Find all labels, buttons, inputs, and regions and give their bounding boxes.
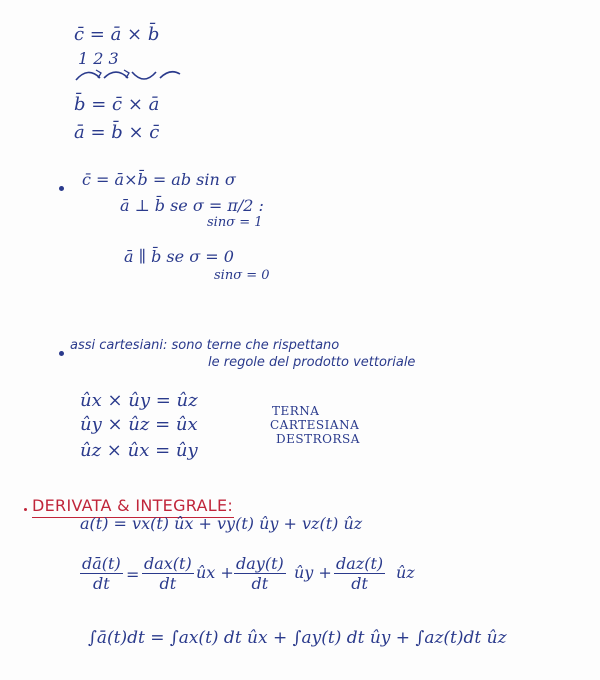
bullet-dot-icon [24,508,27,511]
axes-description-line2: le regole del prodotto vettoriale [208,355,416,370]
derivative-z-numerator: daz(t) [336,554,384,573]
derivative-lhs-denominator: dt [93,574,110,593]
parallel-condition: ā ∥ b̄ se σ = 0 [124,247,234,266]
unit-vector-zx: ûz × ûx = ûy [80,440,198,461]
terna-label: TERNA [272,404,320,418]
derivative-lhs-numerator: dā(t) [82,554,121,573]
derivative-z-denominator: dt [351,574,368,593]
perpendicular-condition: ā ⊥ b̄ se σ = π/2 : [120,196,264,215]
cross-product-definition: c̄ = ā × b̄ [74,24,160,45]
cyclic-arrows-icon [70,64,190,86]
cyclic-a: ā = b̄ × c̄ [74,122,160,143]
cartesiana-label: CARTESIANA [270,418,360,432]
equals-sign: = [126,565,140,584]
unit-y-term: ûy + [294,563,332,582]
derivative-y-fraction [234,554,286,593]
operand-order-numbers: 1 2 3 [78,49,119,68]
section-title-derivata-integrale: DERIVATA & INTEGRALE: [32,496,234,515]
parallel-sin: sinσ = 0 [214,268,270,283]
cyclic-b: b̄ = c̄ × ā [74,94,160,115]
derivative-y-numerator: day(t) [236,554,284,573]
unit-x-term: ûx + [196,563,234,582]
derivative-x-fraction [142,554,194,593]
integral-equation: ∫ā(t)dt = ∫ax(t) dt ûx + ∫ay(t) dt ûy + ∫az(t)dt ûz [88,628,507,648]
acceleration-components: a(t) = vx(t) ûx + vy(t) ûy + vz(t) ûz [80,514,363,533]
derivative-z-fraction [334,554,385,593]
destrorsa-label: DESTRORSA [276,432,360,446]
bullet-dot-icon [59,351,64,356]
derivative-x-denominator: dt [159,574,177,593]
cross-product-modulus: c̄ = ā×b̄ = ab sin σ [82,170,236,189]
derivative-lhs-fraction [80,554,123,593]
unit-vector-yz: ûy × ûz = ûx [80,414,198,435]
unit-z-term: ûz [396,563,415,582]
perpendicular-sin: sinσ = 1 [207,215,263,230]
axes-description-line1: assi cartesiani: sono terne che rispettano [70,338,340,353]
bullet-dot-icon [59,186,64,191]
derivative-x-numerator: dax(t) [144,554,192,573]
derivative-y-denominator: dt [251,574,269,593]
unit-vector-xy: ûx × ûy = ûz [80,390,198,411]
